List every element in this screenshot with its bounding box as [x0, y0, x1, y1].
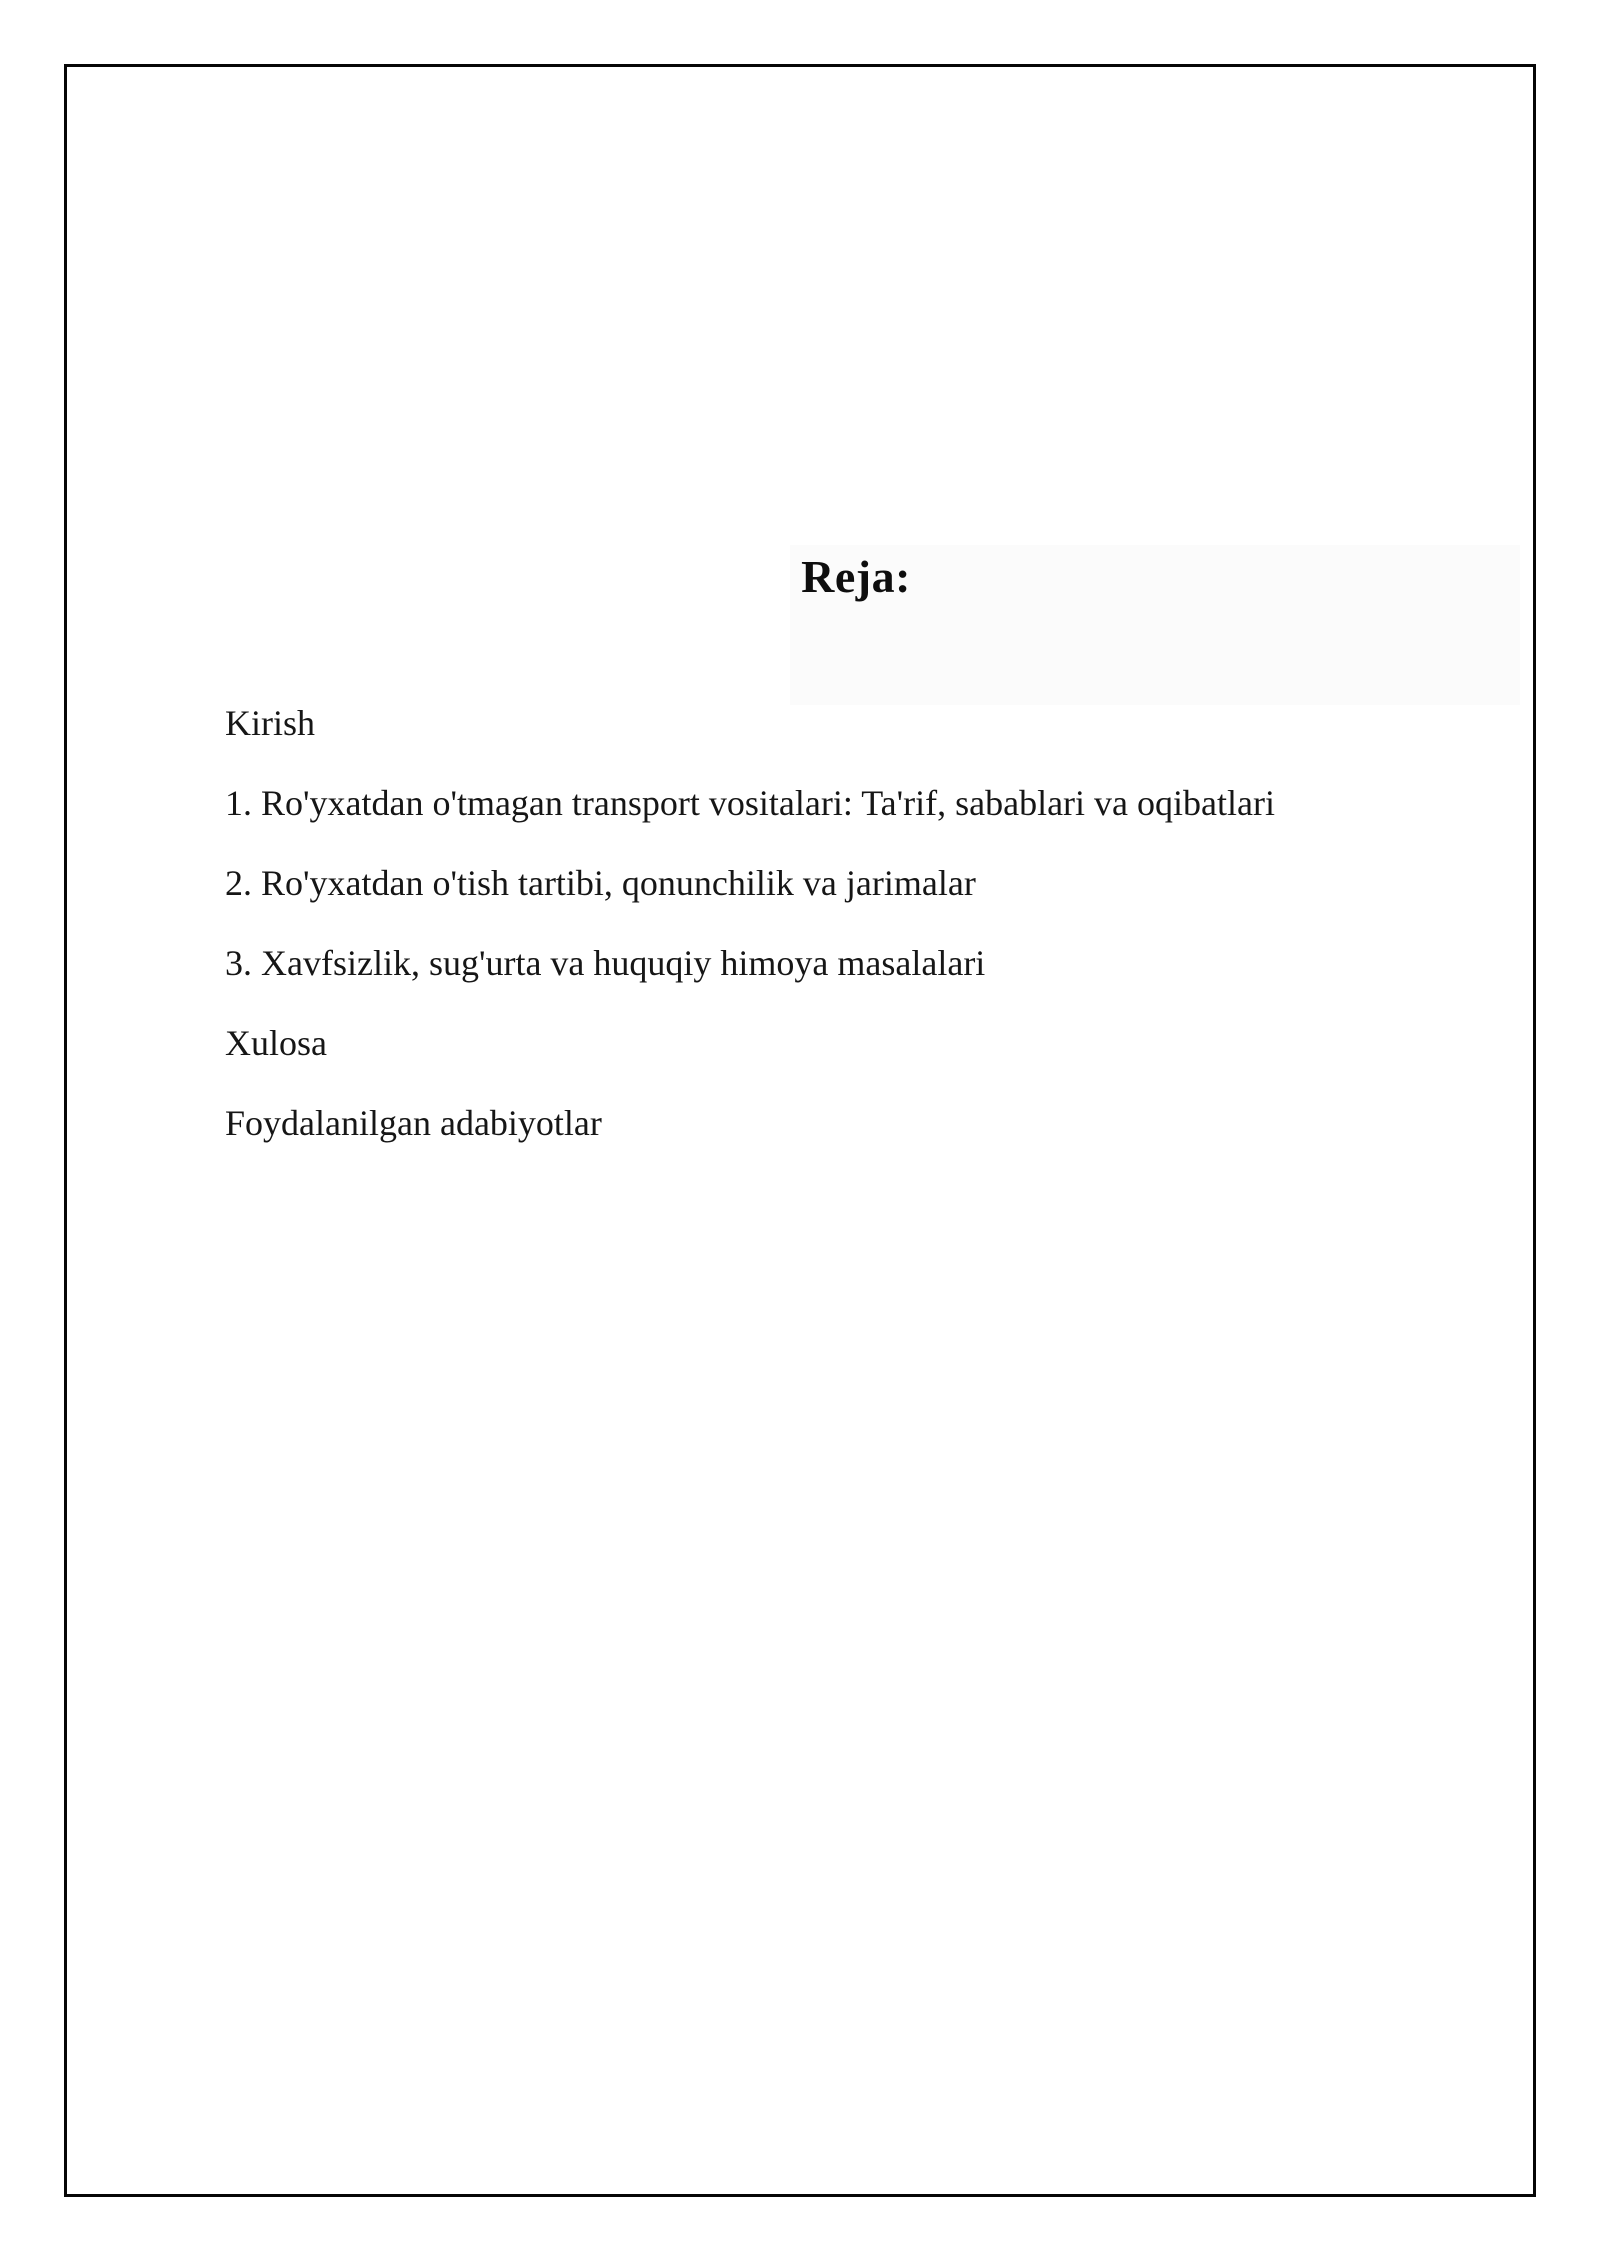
outline-item-xulosa: Xulosa [225, 1023, 327, 1063]
outline-item-2: 2. Ro'yxatdan o'tish tartibi, qonunchilik va jarimalar [225, 863, 976, 903]
outline-item-1: 1. Ro'yxatdan o'tmagan transport vositalari: Ta'rif, sabablari va oqibatlari [225, 783, 1275, 823]
outline-item-3: 3. Xavfsizlik, sug'urta va huquqiy himoya masalalari [225, 943, 986, 983]
outline-item-adabiyotlar: Foydalanilgan adabiyotlar [225, 1103, 602, 1143]
outline-list [225, 700, 1435, 1180]
page-title: Reja: [801, 551, 911, 602]
outline-item-kirish: Kirish [225, 703, 315, 743]
